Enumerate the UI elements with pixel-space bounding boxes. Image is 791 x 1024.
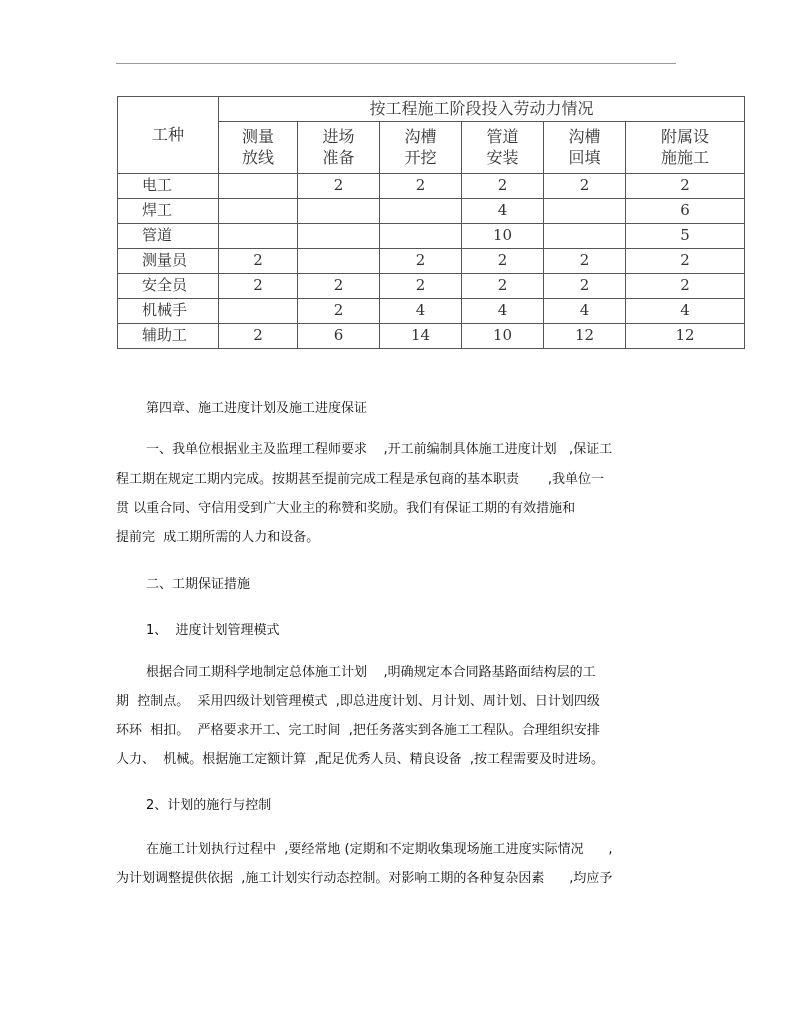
column-header-line: 管道: [486, 126, 519, 146]
paragraph-2-line-2: 期 控制点。 采用四级计划管理模式 ,即总进度计划、月计划、周计划、日计划四级: [116, 694, 600, 709]
value-cell: 12: [544, 324, 626, 349]
table-header-row-1: [118, 97, 745, 122]
column-header-line: 准备: [322, 147, 355, 167]
value-cell: 6: [626, 199, 745, 224]
value-cell: 4: [380, 299, 462, 324]
value-cell: 2: [544, 174, 626, 199]
column-header: [626, 122, 745, 174]
value-cell: 6: [298, 324, 380, 349]
value-cell: 5: [626, 224, 745, 249]
column-header-line: 沟槽: [404, 126, 437, 146]
corner-header: 工种: [118, 97, 219, 174]
column-header-line: 安装: [486, 147, 519, 167]
column-header: [462, 122, 544, 174]
value-cell: 2: [219, 249, 298, 274]
subsection-heading-1: 1、 进度计划管理模式: [146, 623, 280, 638]
value-cell: [219, 299, 298, 324]
value-cell: [298, 249, 380, 274]
column-header-line: 进场: [322, 126, 355, 146]
paragraph-1-line-3: 贯 以重合同、守信用受到广大业主的称赞和奖励。我们有保证工期的有效措施和: [116, 501, 576, 516]
column-header: [380, 122, 462, 174]
trade-cell: 安全员: [118, 274, 219, 299]
value-cell: 2: [380, 174, 462, 199]
paragraph-1-line-1: 一、我单位根据业主及监理工程师要求 ,开工前编制具体施工进度计划 ,保证工: [146, 442, 613, 457]
paragraph-3-line-1: 在施工计划执行过程中 ,要经常地 (定期和不定期收集现场施工进度实际情况 ,: [146, 842, 613, 857]
value-cell: 14: [380, 324, 462, 349]
value-cell: 2: [462, 249, 544, 274]
value-cell: [219, 174, 298, 199]
value-cell: 2: [380, 249, 462, 274]
value-cell: 2: [544, 274, 626, 299]
value-cell: 12: [626, 324, 745, 349]
value-cell: 4: [544, 299, 626, 324]
column-header-line: 附属设: [661, 126, 710, 146]
value-cell: [544, 224, 626, 249]
column-header-line: 沟槽: [568, 126, 601, 146]
trade-cell: 管道: [118, 224, 219, 249]
header-rule: [116, 63, 676, 64]
column-header: [298, 122, 380, 174]
column-header: [544, 122, 626, 174]
value-cell: 2: [626, 174, 745, 199]
labor-table: [117, 96, 745, 349]
value-cell: 10: [462, 224, 544, 249]
trade-cell: 焊工: [118, 199, 219, 224]
paragraph-2-line-1: 根据合同工期科学地制定总体施工计划 ,明确规定本合同路基路面结构层的工: [146, 665, 596, 680]
value-cell: [219, 224, 298, 249]
value-cell: [544, 199, 626, 224]
value-cell: 2: [298, 299, 380, 324]
value-cell: 10: [462, 324, 544, 349]
value-cell: [380, 199, 462, 224]
paragraph-3-line-2: 为计划调整提供依据 ,施工计划实行动态控制。对影响工期的各种复杂因素 ,均应予: [116, 871, 613, 886]
paragraph-1-line-4: 提前完 成工期所需的人力和设备。: [116, 530, 320, 545]
column-header-line: 回填: [568, 147, 601, 167]
table-row: [118, 324, 745, 349]
trade-cell: 电工: [118, 174, 219, 199]
value-cell: [298, 199, 380, 224]
value-cell: 4: [462, 199, 544, 224]
table-row: [118, 299, 745, 324]
table-row: [118, 174, 745, 199]
table-row: [118, 249, 745, 274]
table-body: [118, 174, 745, 349]
group-header: 按工程施工阶段投入劳动力情况: [219, 97, 745, 122]
paragraph-2-line-4: 人力、 机械。根据施工定额计算 ,配足优秀人员、精良设备 ,按工程需要及时进场。: [116, 752, 605, 767]
value-cell: 2: [219, 324, 298, 349]
value-cell: 2: [462, 274, 544, 299]
section-heading-2: 二、工期保证措施: [146, 577, 251, 592]
table-row: [118, 199, 745, 224]
chapter-heading: 第四章、施工进度计划及施工进度保证: [146, 401, 368, 416]
table-row: [118, 224, 745, 249]
value-cell: 2: [380, 274, 462, 299]
value-cell: [219, 199, 298, 224]
value-cell: 4: [462, 299, 544, 324]
value-cell: 2: [298, 174, 380, 199]
value-cell: [380, 224, 462, 249]
value-cell: 2: [626, 274, 745, 299]
column-header-line: 放线: [241, 147, 274, 167]
column-header-line: 测量: [241, 126, 274, 146]
paragraph-2-line-3: 环环 相扣。 严格要求开工、完工时间 ,把任务落实到各施工工程队。合理组织安排: [116, 723, 600, 738]
subsection-heading-2: 2、计划的施行与控制: [146, 798, 272, 813]
column-header-line: 施施工: [661, 147, 710, 167]
value-cell: 2: [544, 249, 626, 274]
value-cell: 2: [462, 174, 544, 199]
table-row: [118, 274, 745, 299]
value-cell: 4: [626, 299, 745, 324]
column-header: [219, 122, 298, 174]
trade-cell: 机械手: [118, 299, 219, 324]
value-cell: 2: [219, 274, 298, 299]
value-cell: 2: [626, 249, 745, 274]
value-cell: [298, 224, 380, 249]
trade-cell: 测量员: [118, 249, 219, 274]
column-header-line: 开挖: [404, 147, 437, 167]
value-cell: 2: [298, 274, 380, 299]
paragraph-1-line-2: 程工期在规定工期内完成。按期甚至提前完成工程是承包商的基本职责 ,我单位一: [116, 472, 605, 487]
trade-cell: 辅助工: [118, 324, 219, 349]
